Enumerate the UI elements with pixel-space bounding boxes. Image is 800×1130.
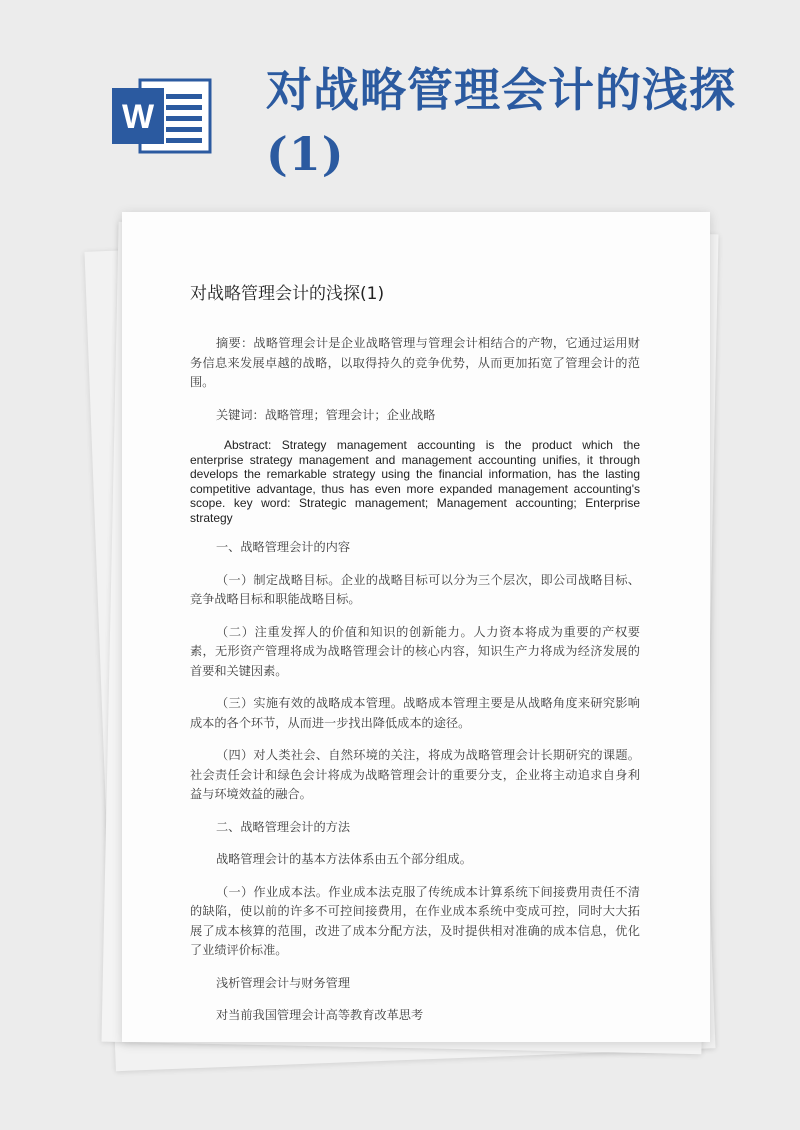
section-2-item-1: （一）作业成本法。作业成本法克服了传统成本计算系统下间接费用责任不清的缺陷，使以前的许多不可控间接费用，在作业成本系统中变成可控，同时大大拓展了成本核算的范围，改进了成本分配方法，及时提供相对准确的成本信息，优化了业绩评价标准。 <box>190 884 640 957</box>
abstract-cn: 摘要：战略管理会计是企业战略管理与管理会计相结合的产物，它通过运用财务信息来发展卓越的战略，以取得持久的竞争优势，从而更加拓宽了管理会计的范围。 <box>190 336 640 389</box>
section-1-item-1: （一）制定战略目标。企业的战略目标可以分为三个层次，即公司战略目标、竞争战略目标和职能战略目标。 <box>190 572 640 606</box>
document-body <box>190 280 640 1039</box>
section-1-item-2: （二）注重发挥人的价值和知识的创新能力。人力资本将成为重要的产权要素，无形资产管理将成为战略管理会计的核心内容，知识生产力将成为经济发展的首要和关键因素。 <box>190 624 640 678</box>
abstract-en: Abstract: Strategy management accounting is the product which the enterprise strategy management and management accounting unifies, it through develops the remarkable strategy using the financial information, has the lasting competitive advantage, thus has even more expanded management accounting's scope. key word: Strategic management; Management accounting; Enterprise strategy <box>190 438 640 525</box>
word-logo-letter: W <box>121 98 155 136</box>
keywords-cn: 关键词：战略管理；管理会计；企业战略 <box>216 407 436 422</box>
section-heading-1: 一、战略管理会计的内容 <box>216 540 351 554</box>
section-2-intro: 战略管理会计的基本方法体系由五个部分组成。 <box>216 852 472 866</box>
related-link-1: 浅析管理会计与财务管理 <box>216 975 351 990</box>
document-title: 对战略管理会计的浅探(1) <box>190 284 385 304</box>
banner-title: 对战略管理会计的浅探(1) <box>266 63 736 181</box>
section-heading-2: 二、战略管理会计的方法 <box>216 819 351 834</box>
section-1-item-3: （三）实施有效的战略成本管理。战略成本管理主要是从战略角度来研究影响成本的各个环节，从而进一步找出降低成本的途径。 <box>190 696 640 730</box>
section-1-item-4: （四）对人类社会、自然环境的关注，将成为战略管理会计长期研究的课题。社会责任会计和绿色会计将成为战略管理会计的重要分支，企业将主动追求自身利益与环境效益的融合。 <box>190 748 640 801</box>
related-link-2: 对当前我国管理会计高等教育改革思考 <box>216 1008 424 1022</box>
